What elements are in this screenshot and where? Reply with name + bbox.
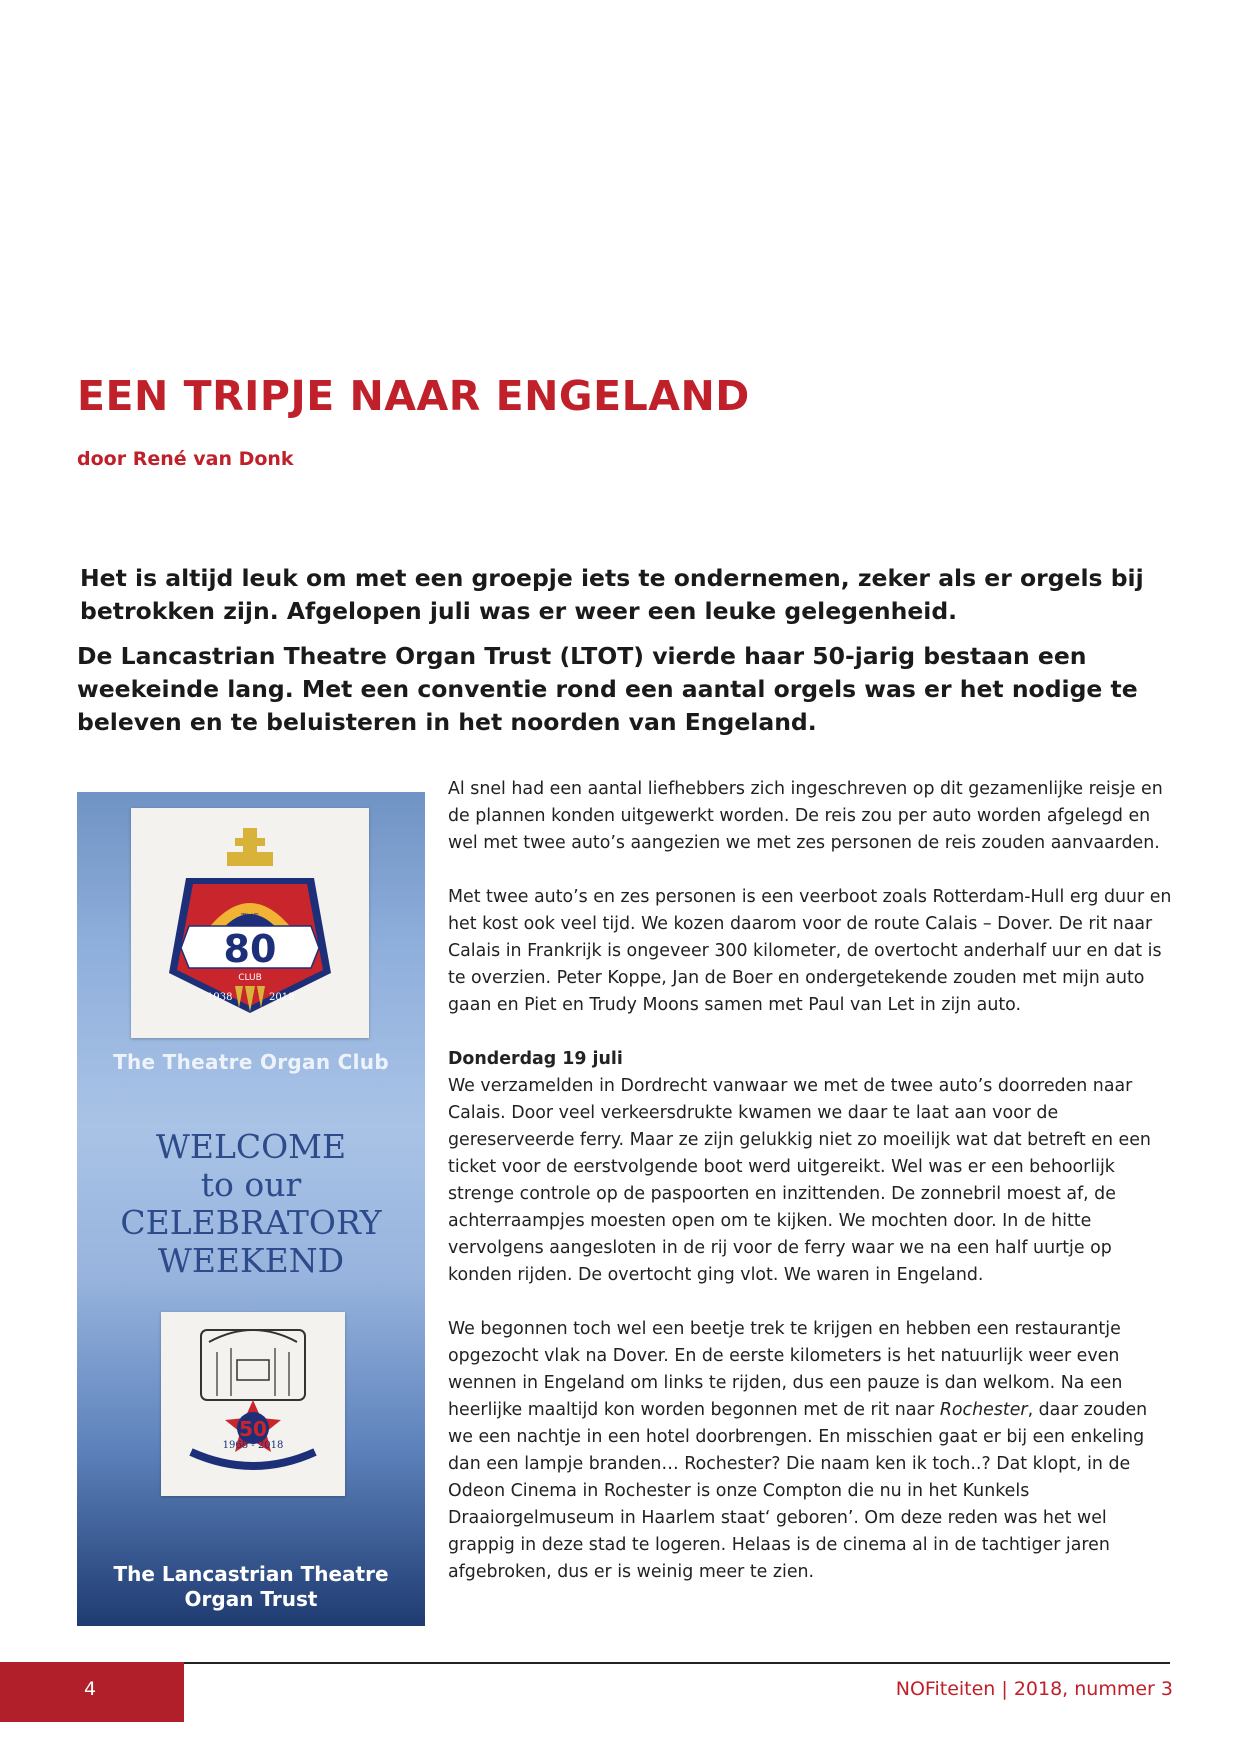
article-byline: door René van Donk: [77, 448, 294, 470]
theatre-organ-club-logo: [131, 808, 369, 1038]
ltot-name-line-1: The Lancastrian Theatre: [113, 1562, 389, 1586]
body-italic-text: Rochester: [939, 1400, 1028, 1420]
body-text: We begonnen toch wel een beetje trek te krijgen en hebben een restaurantje opgezocht vlak na Dover. En de eerste kilometers is het natuurlijk weer even wennen in Engeland om links te rijden, dus een pauze is dan welkom. Na een heerlijke maaltijd kon worden begonnen met de rit naar: [448, 1319, 1123, 1420]
svg-text:1938: 1938: [207, 992, 233, 1003]
body-paragraph: Al snel had een aantal liefhebbers zich ingeschreven op dit gezamenlijke reisje en de plannen konden uitgewerkt worden. De reis zou per auto worden afgelegd en wel met twee auto’s aangezien we met zes personen de reis zouden aanvaarden.: [448, 779, 1163, 853]
footer-divider: [184, 1662, 1170, 1664]
svg-text:80: 80: [223, 927, 277, 971]
article-title: EEN TRIPJE NAAR ENGELAND: [77, 372, 750, 420]
svg-text:CLUB: CLUB: [238, 973, 262, 983]
page-number: 4: [84, 1678, 97, 1700]
ltot-logo: [161, 1312, 345, 1496]
intro-paragraph-1: Het is altijd leuk om met een groepje iets te ondernemen, zeker als er orgels bij betrokken zijn. Afgelopen juli was er weer een leuke gelegenheid.: [80, 564, 1144, 625]
body-paragraph: Met twee auto’s en zes personen is een veerboot zoals Rotterdam-Hull erg duur en het kost ook veel tijd. We kozen daarom voor de route Calais – Dover. De rit naar Calais in Frankrijk is ongeveer 300 kilometer, de overtocht anderhalf uur en dat is te overzien. Peter Koppe, Jan de Boer en ondergetekende zouden met mijn auto gaan en Piet en Trudy Moons samen met Paul van Let in zijn auto.: [448, 887, 1172, 1015]
club-name-text: The Theatre Organ Club: [113, 1050, 389, 1074]
section-subheading: Donderdag 19 juli: [448, 1049, 623, 1069]
svg-text:50: 50: [239, 1417, 267, 1441]
welcome-line-2: to our: [200, 1165, 302, 1204]
body-text: , daar zouden we een nachtje in een hotel doorbrengen. En misschien gaat er bij een enkeling dan een lampje branden… Rochester? Die naam ken ik toch..? Dat klopt, in de Odeon Cinema in Rochester is onze Compton die nu in het Kunkels Draaiorgelmuseum in Haarlem staat‘ geboren’. Om deze reden was het wel grappig in deze stad te logeren. Helaas is de cinema al in de tachtiger jaren afgebroken, dus er is weinig meer te zien.: [448, 1400, 1148, 1582]
organ-club-emblem-icon: [131, 808, 369, 1038]
banner-photo: [77, 792, 425, 1626]
svg-text:1968 - 2018: 1968 - 2018: [222, 1440, 284, 1451]
welcome-line-4: WEEKEND: [157, 1241, 345, 1280]
body-paragraph: [448, 1316, 1176, 1586]
svg-text:2018: 2018: [269, 992, 295, 1003]
ltot-name-line-2: Organ Trust: [184, 1587, 318, 1611]
welcome-line-1: WELCOME: [155, 1127, 347, 1166]
body-paragraph: We verzamelden in Dordrecht vanwaar we met de twee auto’s doorreden naar Calais. Door veel verkeersdrukte kwamen we daar te laat aan voor de gereserveerde ferry. Maar ze zijn gelukkig niet zo moeilijk wat dat betreft en een ticket voor de eerstvolgende boot werd uitgereikt. Wel was er een behoorlijk strenge controle op de paspoorten en inzittenden. De zonnebril moest af, de achterraampjes moesten open om te kijken. We mochten door. In de hitte vervolgens aangesloten in de rij voor de ferry waar we na een half uurtje op konden rijden. De overtocht ging vlot. We waren in Engeland.: [448, 1076, 1151, 1285]
ltot-name-text: [77, 1562, 425, 1612]
welcome-line-3: CELEBRATORY: [120, 1203, 382, 1242]
article-body: [448, 776, 1176, 1613]
organ-console-emblem-icon: [161, 1312, 345, 1496]
intro-paragraph-2: De Lancastrian Theatre Organ Trust (LTOT) vierde haar 50-jarig bestaan een weekeinde lang. Met een conventie rond een aantal orgels was er het nodige te beleven en te beluisteren in het noorden van Engeland.: [77, 642, 1138, 736]
publication-label: NOFiteiten | 2018, nummer 3: [895, 1678, 1173, 1700]
svg-text:THE: THE: [241, 913, 259, 923]
